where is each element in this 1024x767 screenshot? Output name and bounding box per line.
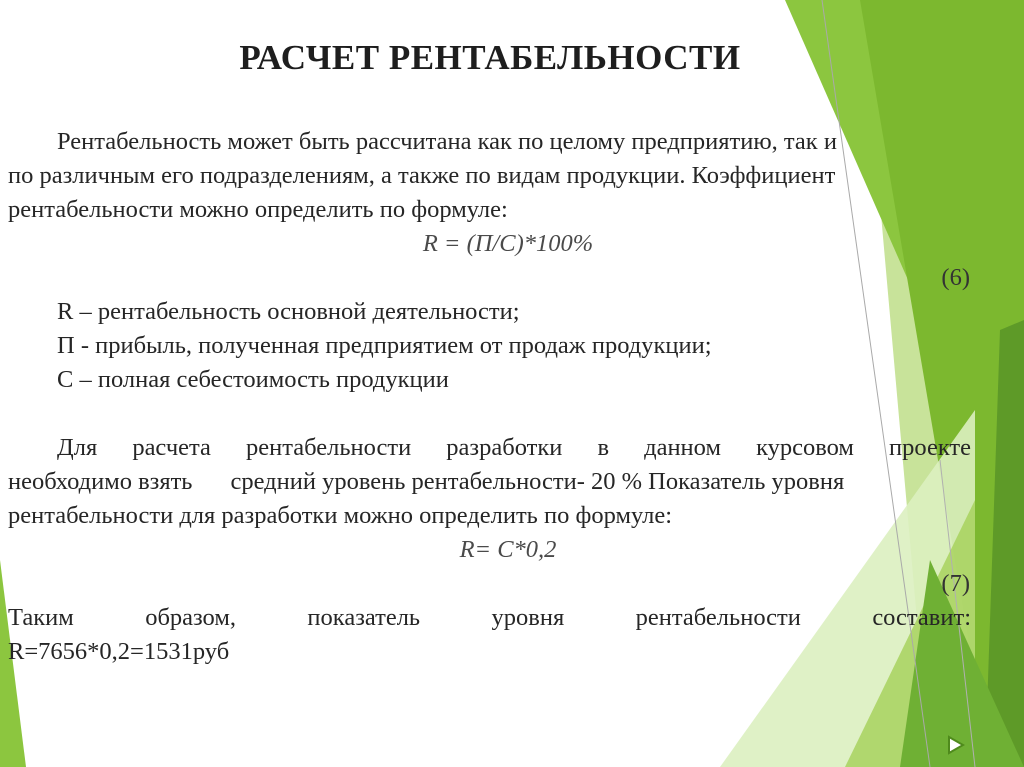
- play-triangle-icon[interactable]: [947, 735, 965, 755]
- conclusion-word: показатель: [307, 604, 421, 631]
- paragraph2-word: проекте: [889, 434, 971, 461]
- paragraph2-line2: [8, 465, 844, 499]
- formula-2: R= С*0,2: [459, 536, 557, 563]
- conclusion-word: составит:: [872, 604, 971, 631]
- conclusion-word: рентабельности: [635, 604, 801, 631]
- paragraph2-word: курсовом: [756, 434, 854, 461]
- paragraph2-line3: рентабельности для разработки можно определить по формуле:: [8, 502, 673, 529]
- paragraph1-line3: рентабельности можно определить по формуле:: [8, 196, 508, 223]
- paragraph2-word: в: [597, 434, 610, 461]
- paragraph2-word: разработки: [446, 434, 563, 461]
- conclusion-line2: R=7656*0,2=1531руб: [8, 638, 230, 665]
- paragraph2-word: рентабельности: [246, 434, 412, 461]
- paragraph1-line2: по различным его подразделениям, а также по видам продукции. Коэффициент: [8, 162, 836, 189]
- conclusion-word: уровня: [491, 604, 565, 631]
- formula-1-number: (6): [941, 264, 970, 291]
- paragraph1-line1: Рентабельность может быть рассчитана как по целому предприятию, так и: [57, 128, 837, 155]
- definition-r: R – рентабельность основной деятельности;: [57, 298, 520, 325]
- conclusion-line1: [8, 601, 971, 635]
- definition-p: П - прибыль, полученная предприятием от продаж продукции;: [57, 332, 712, 359]
- page-title: РАСЧЕТ РЕНТАБЕЛЬНОСТИ: [239, 38, 741, 77]
- conclusion-word: образом,: [145, 604, 236, 631]
- formula-1: R = (П/С)*100%: [422, 230, 594, 257]
- formula-2-number: (7): [941, 570, 970, 597]
- paragraph2-line1: [57, 431, 971, 465]
- paragraph2-word: Для: [57, 434, 98, 461]
- paragraph2-line2-part2: средний уровень рентабельности- 20 % Показатель уровня: [230, 468, 845, 495]
- paragraph2-line2-part1: необходимо взять: [8, 468, 193, 495]
- paragraph2-word: данном: [644, 434, 721, 461]
- paragraph2-word: расчета: [132, 434, 211, 461]
- conclusion-word: Таким: [8, 604, 74, 631]
- definition-c: С – полная себестоимость продукции: [57, 366, 449, 393]
